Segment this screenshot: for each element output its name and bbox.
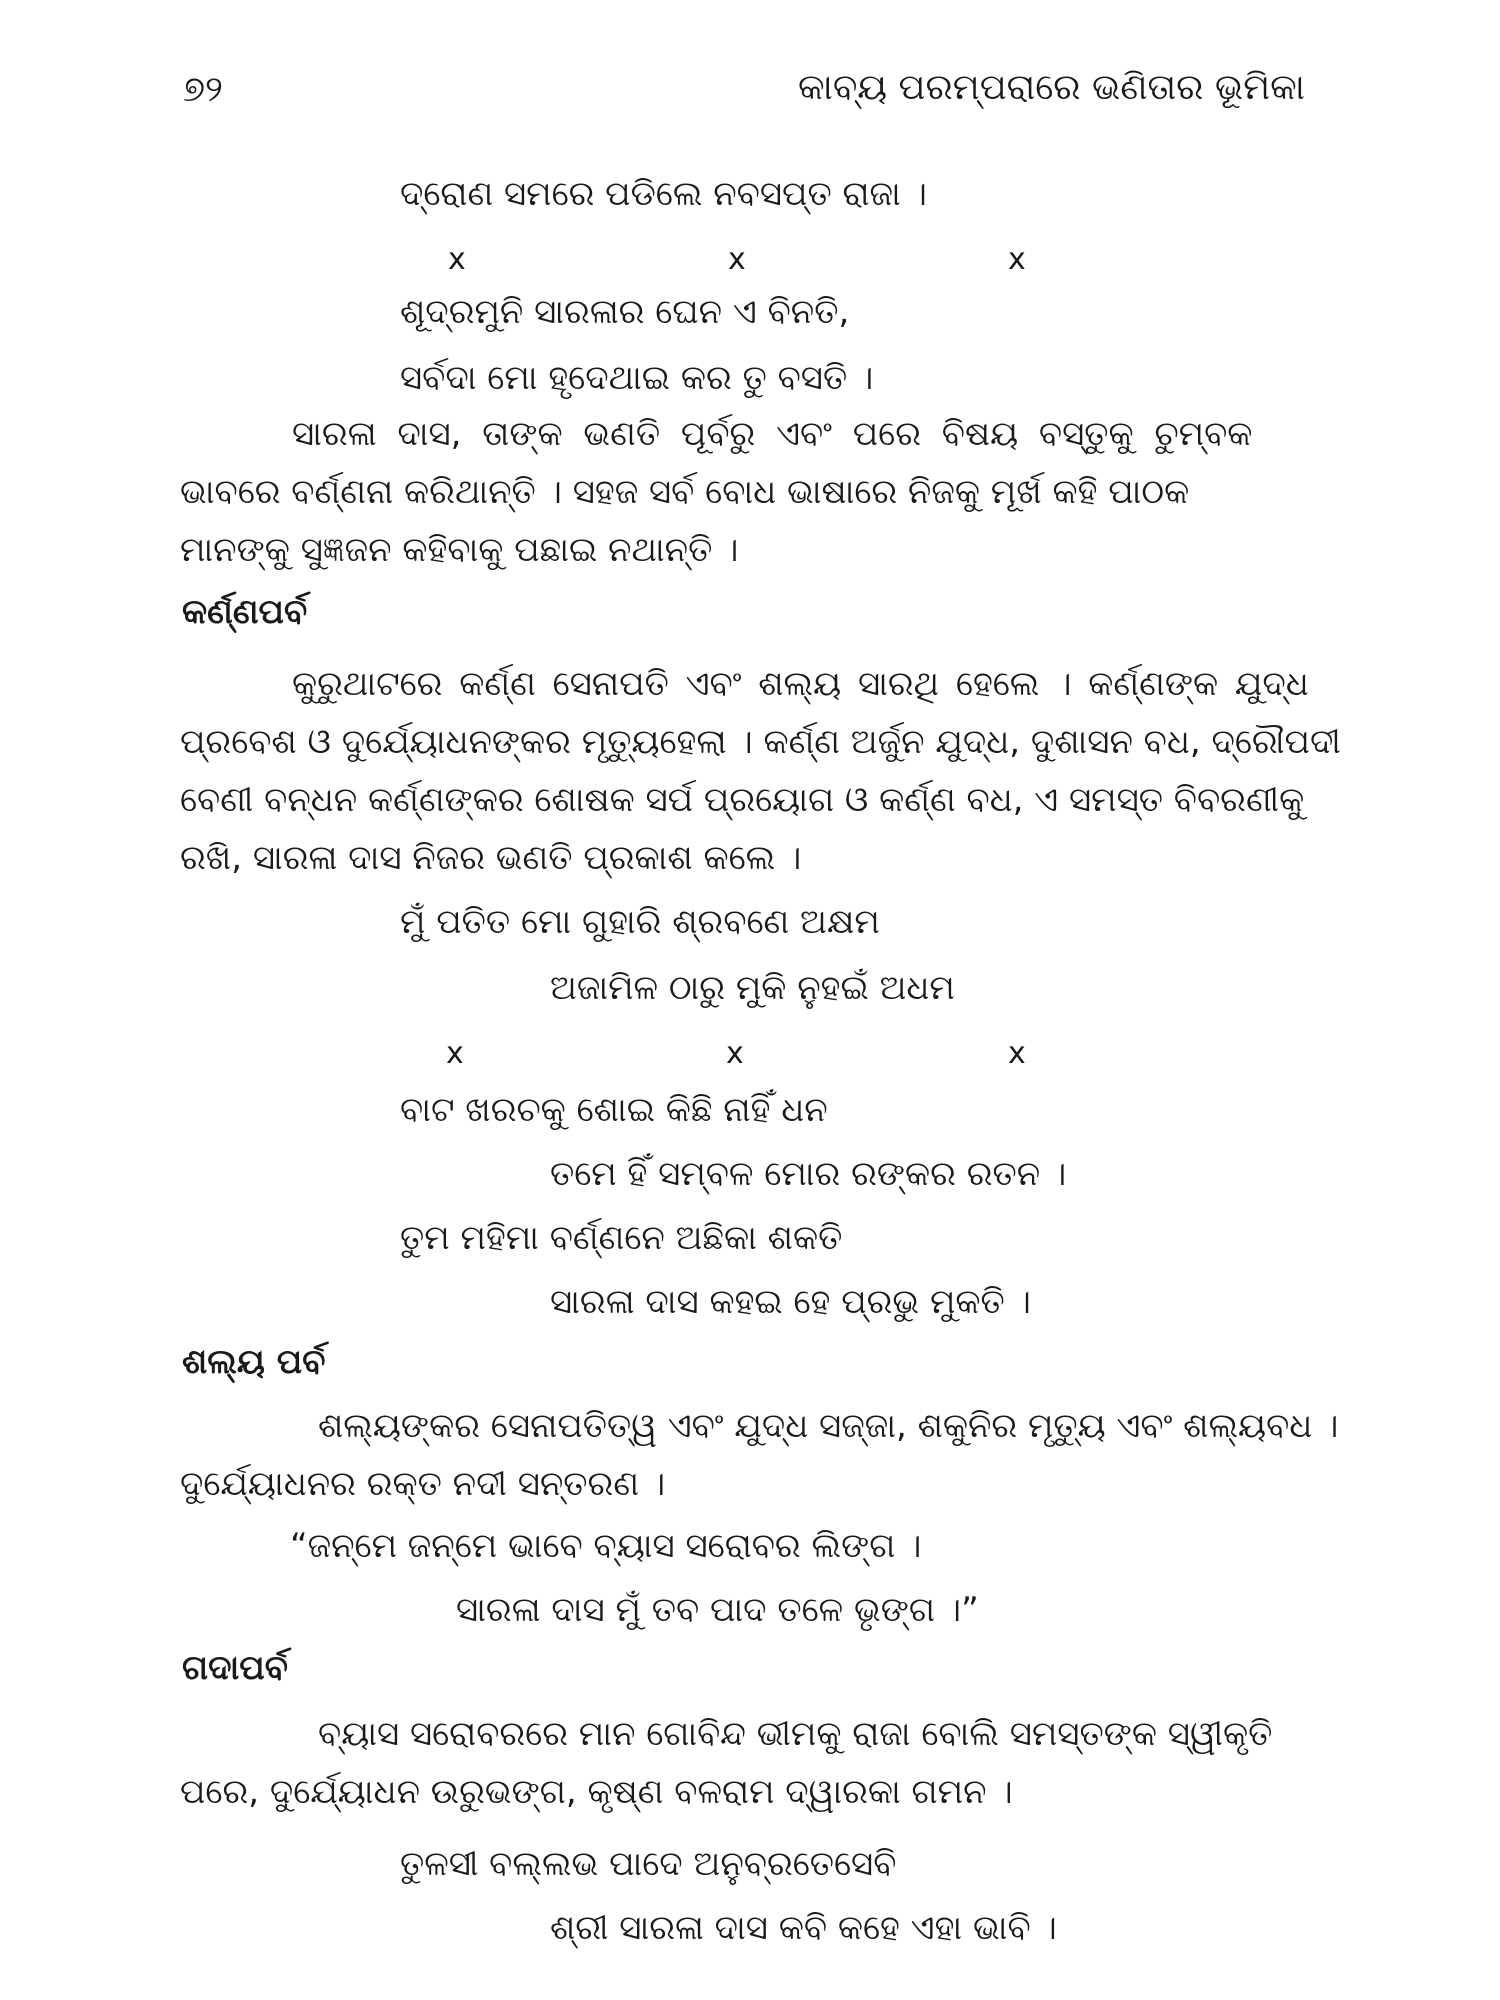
paragraph-line: କୁରୁଥାଟରେ କର୍ଣ୍ଣ ସେନାପତି ଏବଂ ଶଲ୍ୟ ସାରଥି ହେଲେ । କର୍ଣ୍ଣଙ୍କ ଯୁଦ୍ଧ	[292, 664, 1309, 704]
separator-cross: x	[726, 1036, 744, 1071]
page-number: ୭୨	[183, 69, 223, 110]
paragraph-line: ଦୁର୍ଯ୍ୟୋଧନର ରକ୍ତ ନଦୀ ସନ୍ତରଣ ।	[180, 1464, 666, 1504]
paragraph-line: ବେଣୀ ବନ୍ଧନ କର୍ଣ୍ଣଙ୍କର ଶୋଷକ ସର୍ପ ପ୍ରୟୋଗ ଓ କର୍ଣ୍ଣ ବଧ, ଏ ସମସ୍ତ ବିବରଣୀକୁ	[180, 780, 1305, 820]
verse-line: ଶୂଦ୍ରମୁନି ସାରଳାର ଘେନ ଏ ବିନତି,	[400, 292, 850, 332]
separator-cross: x	[446, 1036, 464, 1071]
paragraph-line: ପରେ, ଦୁର୍ଯ୍ୟୋଧନ ଉରୁଭଙ୍ଗ, କୃଷ୍ଣ ବଳରାମ ଦ୍ୱାରକା ଗମନ ।	[180, 1772, 1013, 1812]
verse-line: “ଜନ୍ମେ ଜନ୍ମେ ଭାବେ ବ୍ୟାସ ସରୋବର ଲିଙ୍ଗ ।	[290, 1526, 922, 1566]
section-heading-shalya: ଶଲ୍ୟ ପର୍ବ	[182, 1342, 326, 1382]
section-heading-gada: ଗଦାପର୍ବ	[182, 1648, 288, 1688]
verse-line: ତୁଳସୀ ବଲ୍ଲଭ ପାଦେ ଅନୁବ୍ରତେସେବି	[400, 1844, 897, 1884]
verse-line: ତମେ ହିଁ ସମ୍ବଳ ମୋର ରଙ୍କର ରତନ ।	[550, 1154, 1067, 1194]
section-heading-karna: କର୍ଣ୍ଣପର୍ବ	[182, 592, 308, 632]
paragraph-line: ମାନଙ୍କୁ ସୁଜ୍ଞଜନ କହିବାକୁ ପଛାଇ ନଥାନ୍ତି ।	[180, 530, 739, 570]
verse-line: ତୁମ ମହିମା ବର୍ଣ୍ଣନେ ଅଛିକା ଶକତି	[400, 1218, 843, 1258]
verse-line: ଅଜାମିଳ ଠାରୁ ମୁକି ନୁହଇଁ ଅଧମ	[550, 968, 955, 1008]
paragraph-line: ଶଲ୍ୟଙ୍କର ସେନାପତିତ୍ୱ ଏବଂ ଯୁଦ୍ଧ ସଜ୍ଜା, ଶକୁନିର ମୃତ୍ୟୁ ଏବଂ ଶଲ୍ୟବଧ ।	[318, 1406, 1339, 1446]
verse-line: ସାରଳା ଦାସ ମୁଁ ତବ ପାଦ ତଳେ ଭୃଙ୍ଗ ।”	[456, 1590, 979, 1630]
verse-line: ସର୍ବଦା ମୋ ହୃଦେଥାଇ କର ତୁ ବସତି ।	[400, 358, 874, 398]
running-title: କାବ୍ୟ ପରମ୍ପରାରେ ଭଣିତାର ଭୂମିକା	[798, 67, 1305, 108]
paragraph-line: ଭାବରେ ବର୍ଣ୍ଣନା କରିଥାନ୍ତି । ସହଜ ସର୍ବ ବୋଧ ଭାଷାରେ ନିଜକୁ ମୂର୍ଖ କହି ପାଠକ	[180, 472, 1190, 512]
paragraph-line: ପ୍ରବେଶ ଓ ଦୁର୍ଯ୍ୟୋଧନଙ୍କର ମୃତ୍ୟୁହେଲା । କର୍ଣ୍ଣ ଅର୍ଜୁନ ଯୁଦ୍ଧ, ଦୁଶାସନ ବଧ, ଦ୍ରୌପଦୀ	[180, 722, 1341, 762]
paragraph-line: ବ୍ୟାସ ସରୋବରରେ ମାନ ଗୋବିନ୍ଦ ଭୀମକୁ ରାଜା ବୋଲି ସମସ୍ତଙ୍କ ସ୍ୱୀକୃତି	[318, 1714, 1273, 1754]
separator-cross: x	[1008, 1036, 1026, 1071]
verse-drona: ଦ୍ରୋଣ ସମରେ ପଡିଲେ ନବସପ୍ତ ରାଜା ।	[400, 174, 927, 214]
paragraph-line: ରଖି, ସାରଳା ଦାସ ନିଜର ଭଣତି ପ୍ରକାଶ କଲେ ।	[180, 838, 802, 878]
separator-cross: x	[448, 242, 466, 277]
verse-line: ସାରଳା ଦାସ କହଇ ହେ ପ୍ରଭୁ ମୁକତି ।	[550, 1282, 1031, 1322]
verse-line: ମୁଁ ପତିତ ମୋ ଗୁହାରି ଶ୍ରବଣେ ଅକ୍ଷମ	[400, 902, 880, 942]
separator-cross: x	[728, 242, 746, 277]
paragraph-line: ସାରଳା ଦାସ, ତାଙ୍କ ଭଣତି ପୂର୍ବରୁ ଏବଂ ପରେ ବିଷୟ ବସ୍ତୁକୁ ଚୁମ୍ବକ	[292, 414, 1253, 454]
verse-line: ଶ୍ରୀ ସାରଳା ଦାସ କବି କହେ ଏହା ଭାବି ।	[550, 1908, 1057, 1948]
verse-line: ବାଟ ଖରଚକୁ ଶୋଇ କିଛି ନାହିଁ ଧନ	[400, 1090, 828, 1130]
separator-cross: x	[1008, 242, 1026, 277]
